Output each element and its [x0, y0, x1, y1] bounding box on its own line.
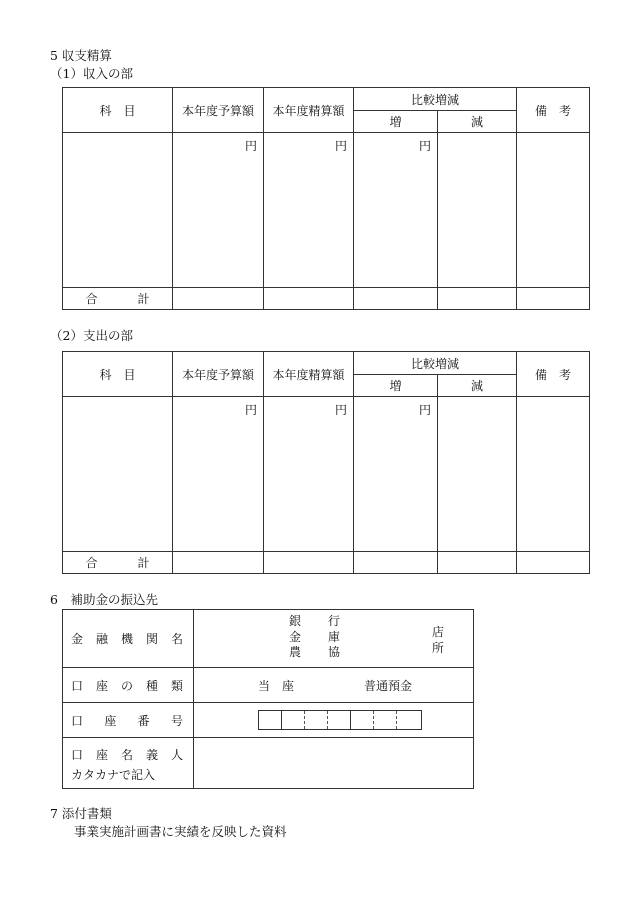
- expense-header-remarks: 備 考: [517, 352, 590, 397]
- income-header-decrease: 減: [438, 111, 517, 133]
- income-header-remarks: 備 考: [517, 88, 590, 133]
- digit-box[interactable]: [328, 711, 351, 729]
- digit-box[interactable]: [259, 711, 282, 729]
- expense-total-remarks[interactable]: [517, 552, 590, 574]
- bank-type-char: 協: [328, 645, 341, 659]
- expense-header-item: 科 目: [63, 352, 173, 397]
- income-budget-cell[interactable]: [173, 133, 264, 288]
- branch-type-char: 所: [432, 641, 445, 655]
- income-remarks-cell[interactable]: [517, 133, 590, 288]
- bank-type-char: 庫: [328, 629, 341, 644]
- income-heading: （1）収入の部: [50, 66, 133, 81]
- income-table: [62, 87, 590, 310]
- yen-unit: 円: [418, 403, 431, 417]
- expense-decrease-cell[interactable]: [438, 397, 517, 552]
- expense-total-increase[interactable]: [354, 552, 438, 574]
- bank-type-right: [328, 614, 340, 661]
- bank-transfer-table: [62, 609, 474, 789]
- account-name-label: [63, 738, 194, 789]
- expense-header-settlement: 本年度精算額: [264, 352, 354, 397]
- account-type-cell[interactable]: [194, 668, 474, 703]
- account-type-label-text: 口 座 の 種 類: [71, 678, 183, 693]
- expense-total-label: 合 計: [63, 552, 173, 574]
- branch-type-char: 店: [432, 625, 445, 639]
- account-number-label: [63, 703, 194, 738]
- yen-unit: 円: [418, 139, 431, 153]
- expense-settlement-cell[interactable]: [264, 397, 354, 552]
- income-total-decrease[interactable]: [438, 288, 517, 310]
- account-name-cell[interactable]: [194, 738, 474, 789]
- yen-unit: 円: [244, 139, 257, 153]
- account-type-ordinary[interactable]: 普通預金: [364, 679, 413, 693]
- section-6-heading: 6 補助金の振込先: [50, 592, 158, 607]
- income-header-item: 科 目: [63, 88, 173, 133]
- account-type-current[interactable]: 当 座: [258, 679, 295, 693]
- bank-type-char: 金: [289, 629, 302, 644]
- bank-name-cell[interactable]: [194, 610, 474, 668]
- account-name-note: カタカナで記入: [71, 767, 156, 782]
- expense-total-budget[interactable]: [173, 552, 264, 574]
- digit-box[interactable]: [305, 711, 328, 729]
- income-total-remarks[interactable]: [517, 288, 590, 310]
- yen-unit: 円: [244, 403, 257, 417]
- expense-budget-cell[interactable]: [173, 397, 264, 552]
- digit-box[interactable]: [374, 711, 397, 729]
- account-number-boxes[interactable]: [258, 710, 422, 730]
- expense-increase-cell[interactable]: [354, 397, 438, 552]
- bank-type-char: 行: [328, 614, 341, 628]
- income-total-increase[interactable]: [354, 288, 438, 310]
- income-settlement-cell[interactable]: [264, 133, 354, 288]
- expense-header-budget: 本年度予算額: [173, 352, 264, 397]
- digit-box[interactable]: [282, 711, 305, 729]
- yen-unit: 円: [334, 139, 347, 153]
- expense-header-increase: 増: [354, 375, 438, 397]
- expense-table: [62, 351, 590, 574]
- attachment-description: 事業実施計画書に実績を反映した資料: [74, 824, 287, 839]
- bank-type-char: 農: [289, 645, 302, 659]
- account-number-label-text: 口 座 番 号: [71, 713, 183, 728]
- expense-remarks-cell[interactable]: [517, 397, 590, 552]
- expense-header-compare: 比較増減: [354, 352, 517, 375]
- income-decrease-cell[interactable]: [438, 133, 517, 288]
- expense-header-decrease: 減: [438, 375, 517, 397]
- yen-unit: 円: [334, 403, 347, 417]
- income-header-budget: 本年度予算額: [173, 88, 264, 133]
- digit-box[interactable]: [351, 711, 374, 729]
- section-5-heading: 5 収支精算: [50, 48, 112, 63]
- account-type-label: [63, 668, 194, 703]
- income-total-budget[interactable]: [173, 288, 264, 310]
- bank-name-label-text: 金 融 機 関 名: [71, 632, 183, 646]
- bank-type-left: [289, 614, 301, 661]
- income-header-settlement: 本年度精算額: [264, 88, 354, 133]
- digit-box[interactable]: [397, 711, 420, 729]
- income-increase-cell[interactable]: [354, 133, 438, 288]
- income-total-settlement[interactable]: [264, 288, 354, 310]
- expense-total-settlement[interactable]: [264, 552, 354, 574]
- bank-name-label: [63, 610, 194, 668]
- expense-item-cell[interactable]: [63, 397, 173, 552]
- income-total-label: 合 計: [63, 288, 173, 310]
- bank-type-char: 銀: [289, 614, 302, 628]
- income-header-compare: 比較増減: [354, 88, 517, 111]
- section-7-heading: 7 添付書類: [50, 806, 112, 821]
- income-header-increase: 増: [354, 111, 438, 133]
- expense-heading: （2）支出の部: [50, 328, 133, 343]
- account-name-label-text: 口 座 名 義 人: [71, 747, 183, 762]
- income-item-cell[interactable]: [63, 133, 173, 288]
- expense-total-decrease[interactable]: [438, 552, 517, 574]
- branch-type: [432, 624, 444, 656]
- account-number-cell[interactable]: [194, 703, 474, 738]
